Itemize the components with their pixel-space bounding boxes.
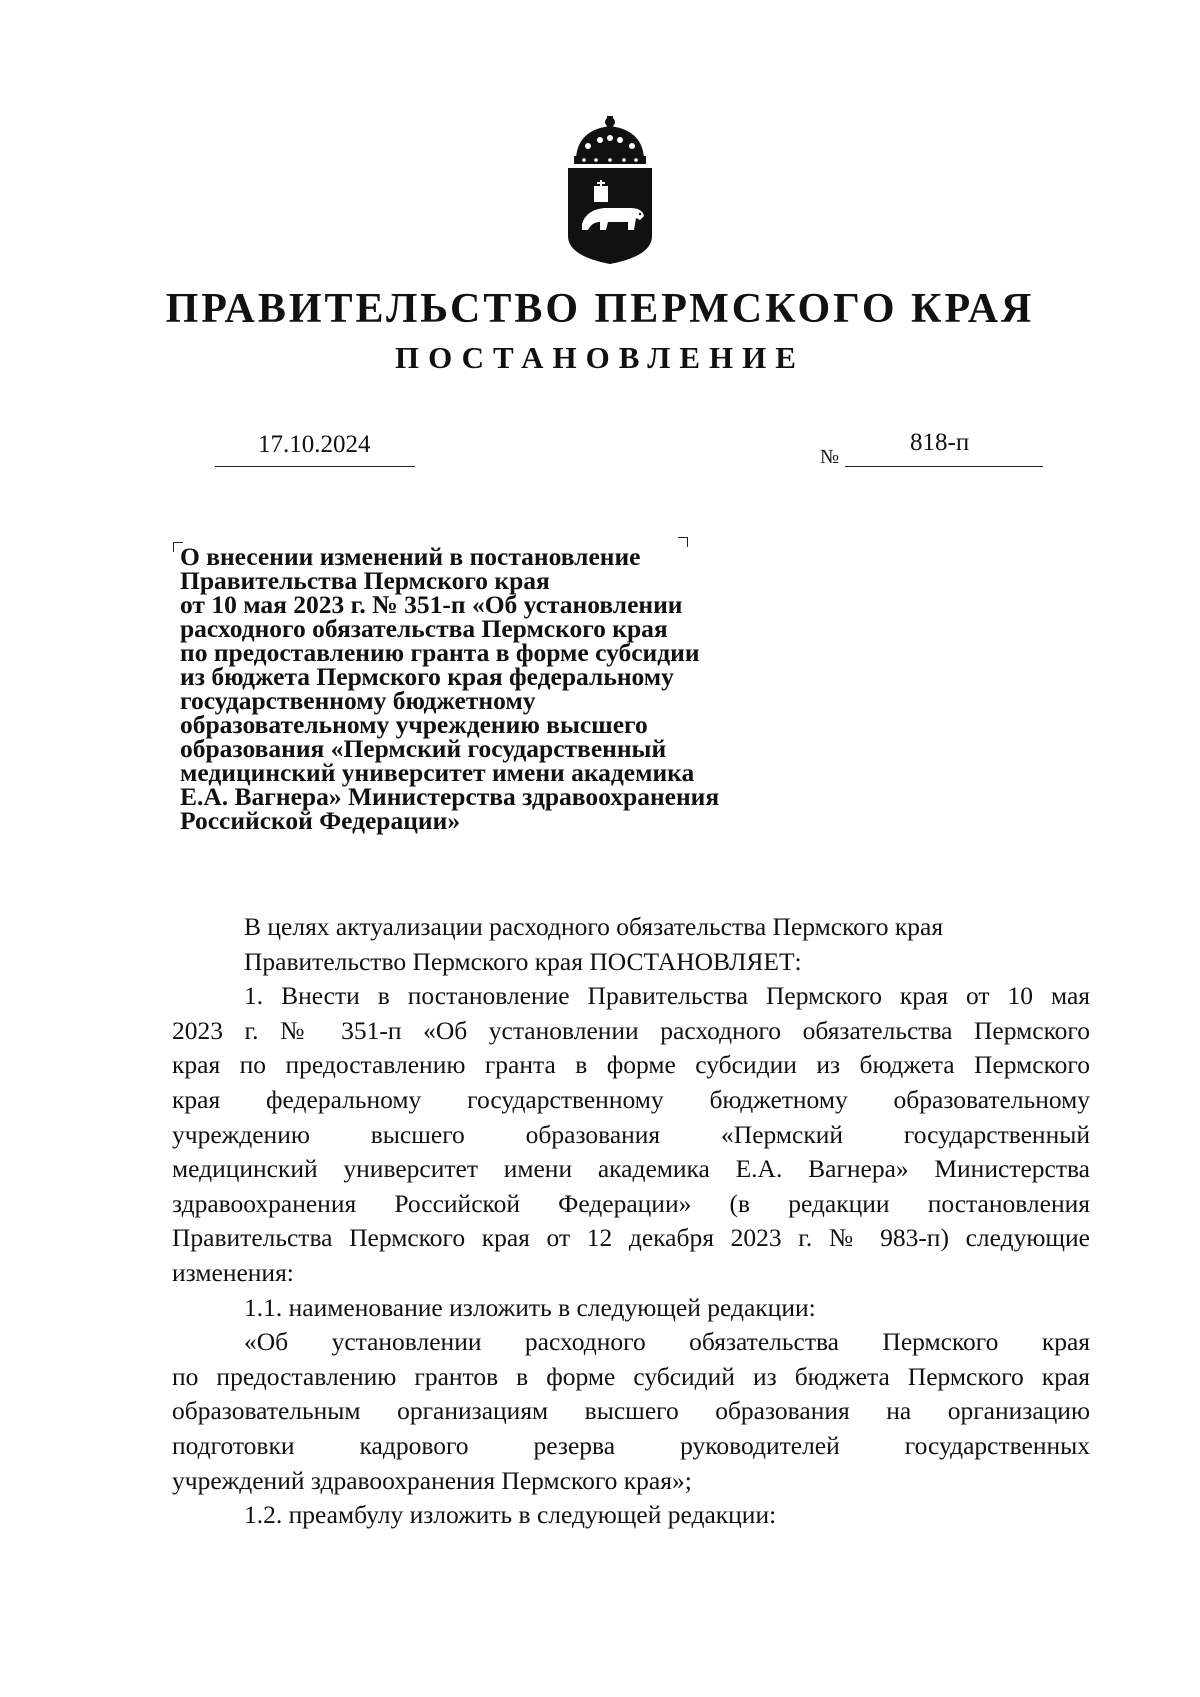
subject-line: образовательному учреждению высшего <box>180 710 648 739</box>
subject-line: О внесении изменений в постановление <box>180 542 641 571</box>
subject-line: расходного обязательства Пермского края <box>180 614 668 643</box>
paragraph-line: учреждению высшего образования «Пермский государственный <box>172 1119 1090 1149</box>
paragraph-line: учреждений здравоохранения Пермского края»; <box>172 1465 692 1495</box>
paragraph-line: 2023 г. № 351-п «Об установлении расходного обязательства Пермского <box>172 1015 1090 1045</box>
subject-line: Правительства Пермского края <box>180 566 550 595</box>
subject-line: Е.А. Вагнера» Министерства здравоохранения <box>180 782 720 811</box>
subject-line: медицинский университет имени академика <box>180 758 695 787</box>
document-subject <box>180 542 820 835</box>
subject-line: по предоставлению гранта в форме субсидии <box>180 638 700 667</box>
paragraph-line: Правительства Пермского края от 12 декабря 2023 г. № 983-п) следующие <box>172 1223 1090 1253</box>
subject-line: образования «Пермский государственный <box>180 734 667 763</box>
subject-line: Российской Федерации» <box>180 806 461 835</box>
paragraph-line: 1. Внести в постановление Правительства Пермского края от 10 мая <box>244 981 1090 1011</box>
paragraph-line: края федеральному государственному бюджетному образовательному <box>172 1084 1090 1114</box>
document-number: 818-п <box>910 429 970 456</box>
paragraph-line: «Об установлении расходного обязательства Пермского края <box>244 1327 1090 1357</box>
paragraph-line: здравоохранения Российской Федерации» (в редакции постановления <box>172 1188 1090 1218</box>
preamble-line: Правительство Пермского края ПОСТАНОВЛЯЕТ: <box>244 946 802 976</box>
paragraph-line: медицинский университет имени академика Е.А. Вагнера» Министерства <box>172 1154 1090 1184</box>
paragraph-line: изменения: <box>172 1257 294 1287</box>
number-sign: № <box>820 446 840 468</box>
organization-title: ПРАВИТЕЛЬСТВО ПЕРМСКОГО КРАЯ <box>165 286 1035 332</box>
subject-line: государственному бюджетному <box>180 686 536 715</box>
paragraph-line: подготовки кадрового резерва руководителей государственных <box>172 1430 1090 1460</box>
preamble-line: В целях актуализации расходного обязательства Пермского края <box>244 912 944 941</box>
paragraph-line: края по предоставлению гранта в форме субсидии из бюджета Пермского <box>172 1050 1090 1080</box>
subject-line: от 10 мая 2023 г. № 351-п «Об установлении <box>180 590 683 619</box>
paragraph-line: 1.1. наименование изложить в следующей редакции: <box>244 1292 816 1322</box>
number-underline <box>845 466 1043 467</box>
paragraph-line: образовательным организациям высшего образования на организацию <box>172 1396 1090 1426</box>
date-underline <box>215 466 415 467</box>
document-date: 17.10.2024 <box>258 431 371 458</box>
subject-line: из бюджета Пермского края федеральному <box>180 662 674 691</box>
document-type: ПОСТАНОВЛЕНИЕ <box>395 340 805 375</box>
paragraph-line: по предоставлению грантов в форме субсидий из бюджета Пермского края <box>172 1361 1090 1391</box>
perm-krai-coat-of-arms-icon <box>556 116 664 266</box>
document-body <box>172 910 1090 1533</box>
paragraph-line: 1.2. преамбулу изложить в следующей редакции: <box>244 1500 777 1530</box>
